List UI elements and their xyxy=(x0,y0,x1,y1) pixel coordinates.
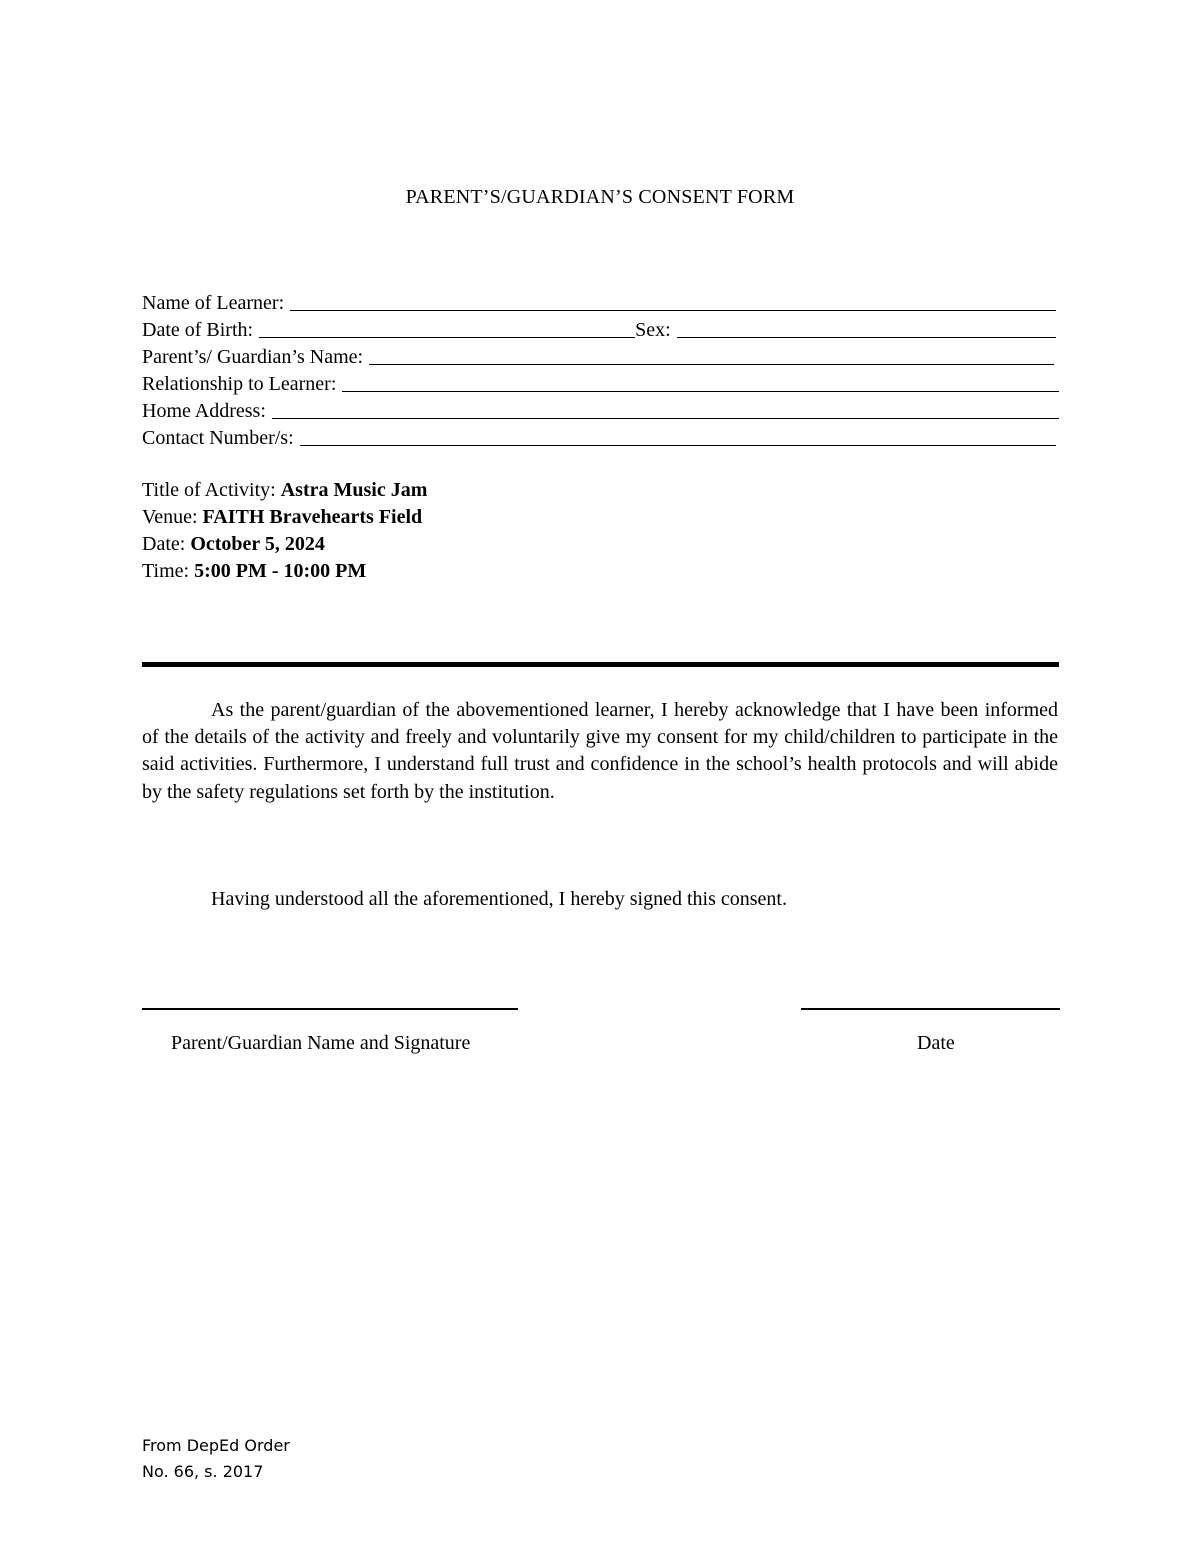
learner-name-blank[interactable] xyxy=(290,292,1056,311)
relationship-field[interactable] xyxy=(142,368,1059,395)
footer-line-1: From DepEd Order xyxy=(142,1436,290,1455)
footer-note xyxy=(142,1433,290,1485)
signature-label: Parent/Guardian Name and Signature xyxy=(171,1032,471,1054)
learner-name-label: Name of Learner: xyxy=(142,292,285,314)
time-row xyxy=(142,560,366,582)
guardian-name-field[interactable] xyxy=(142,341,1054,368)
activity-date-value: October 5, 2024 xyxy=(190,533,325,555)
home-address-field[interactable] xyxy=(142,395,1059,422)
venue-row xyxy=(142,506,422,528)
activity-time-label: Time: xyxy=(142,560,195,582)
birth-sex-field[interactable] xyxy=(142,314,1056,341)
activity-title-value: Astra Music Jam xyxy=(280,479,428,501)
guardian-name-label: Parent’s/ Guardian’s Name: xyxy=(142,346,364,368)
consent-paragraph: As the parent/guardian of the abovementioned learner, I hereby acknowledge that I have been informed of the details of the activity and freely and voluntarily give my consent for my child/children to participate in the said activities. Furthermore, I understand full trust and confidence in the school’s health protocols and will abide by the safety regulations set forth by the institution. xyxy=(142,699,1058,803)
home-address-blank[interactable] xyxy=(272,400,1059,419)
venue-label: Venue: xyxy=(142,506,203,528)
footer-line-2: No. 66, s. 2017 xyxy=(142,1462,264,1481)
guardian-name-blank[interactable] xyxy=(369,346,1054,365)
activity-date-label: Date: xyxy=(142,533,191,555)
date-label: Date xyxy=(917,1032,955,1054)
form-title: PARENT’S/GUARDIAN’S CONSENT FORM xyxy=(405,186,795,208)
date-of-birth-label: Date of Birth: xyxy=(142,319,254,341)
section-divider xyxy=(142,662,1059,667)
sex-label: Sex: xyxy=(635,319,671,341)
contact-field[interactable] xyxy=(142,422,1056,449)
venue-value: FAITH Bravehearts Field xyxy=(202,506,423,528)
date-row xyxy=(142,533,325,555)
date-of-birth-blank[interactable] xyxy=(259,319,635,338)
activity-title-label: Title of Activity: xyxy=(142,479,281,501)
home-address-label: Home Address: xyxy=(142,400,266,422)
date-line[interactable] xyxy=(801,1008,1060,1010)
learner-name-field[interactable] xyxy=(142,287,1056,314)
relationship-label: Relationship to Learner: xyxy=(142,373,337,395)
contact-label: Contact Number/s: xyxy=(142,427,294,449)
closing-statement: Having understood all the aforementioned, I hereby signed this consent. xyxy=(211,888,787,910)
activity-time-value: 5:00 PM - 10:00 PM xyxy=(194,560,367,582)
sex-blank[interactable] xyxy=(677,319,1056,338)
relationship-blank[interactable] xyxy=(342,373,1059,392)
contact-blank[interactable] xyxy=(300,427,1056,446)
activity-title-row xyxy=(142,479,427,501)
signature-line[interactable] xyxy=(142,1008,518,1010)
